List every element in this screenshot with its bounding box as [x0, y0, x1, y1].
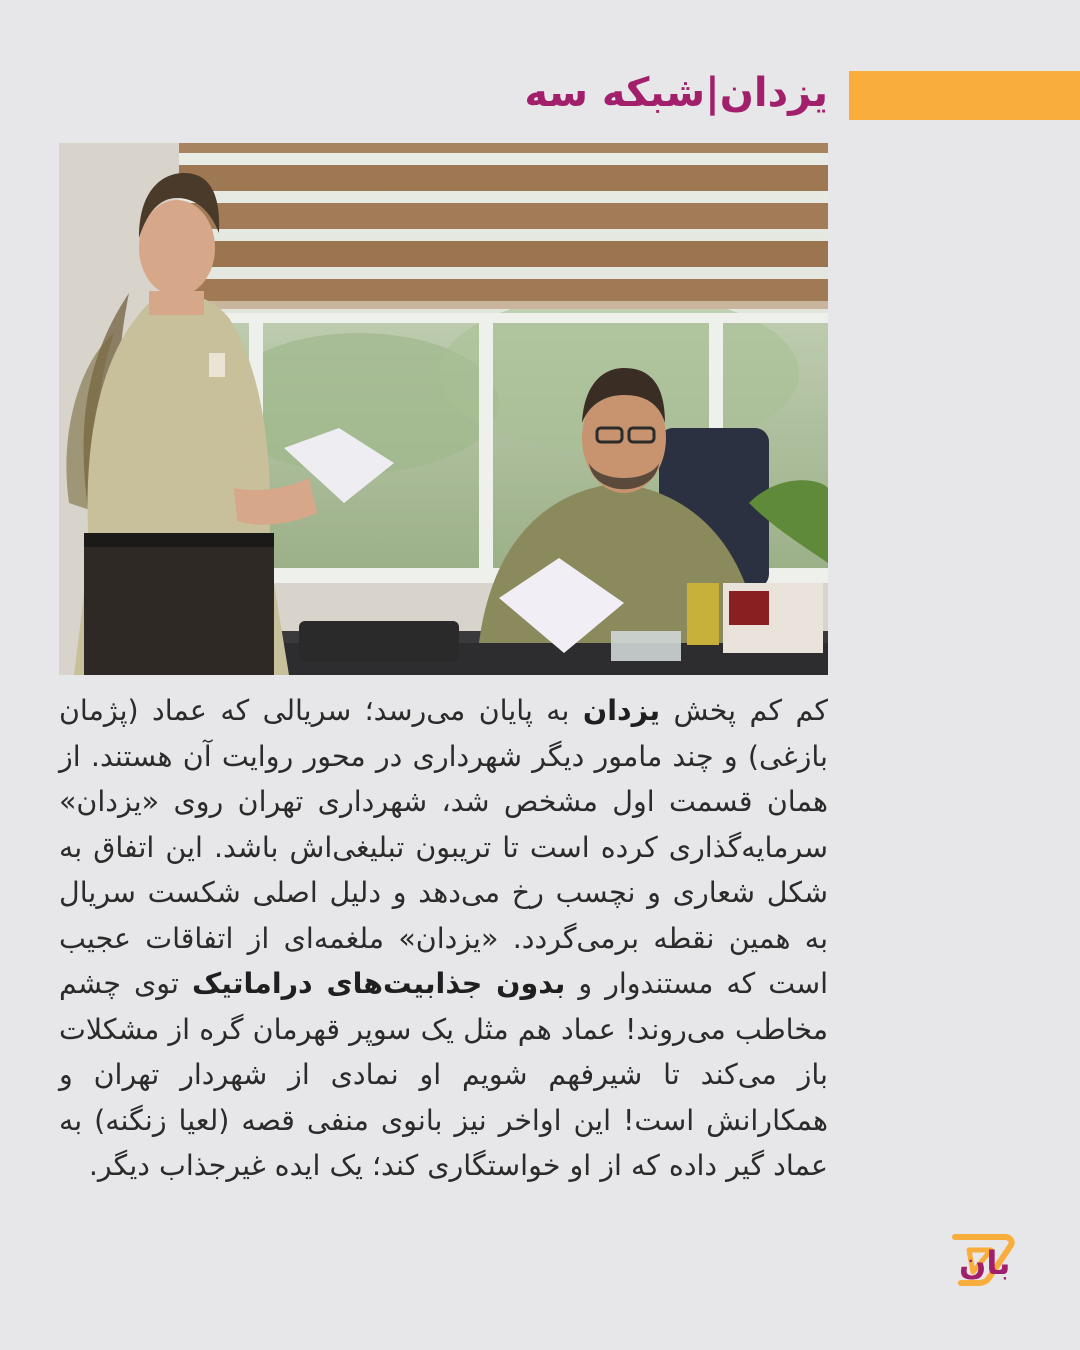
- article-bold-series-name: یزدان: [582, 694, 661, 727]
- article-photo: [59, 143, 828, 675]
- brand-logo: [893, 1228, 1017, 1292]
- logo-text: بان: [959, 1244, 1011, 1282]
- article-text-part-1: کم کم پخش: [660, 694, 828, 727]
- article-bold-phrase: بدون جذابیت‌های دراماتیک: [191, 967, 566, 1000]
- article-text-part-2: به پایان می‌رسد؛ سریالی که عماد (پژمان بازغی) و چند مامور دیگر شهرداری در محور روایت آن هستند. از همان قسمت اول مشخص شد، شهرداری تهران روی «یزدان» سرمایه‌گذاری کرده است تا تریبون تبلیغی‌اش باشد. این اتفاق به شکل شعاری و نچسب رخ می‌دهد و دلیل اصلی شکست سریال به همین نقطه برمی‌گردد. «یزدان» ملغمه‌ای از اتفاقات عجیب است که مستندوار و: [59, 694, 828, 1000]
- header-accent-bar: [849, 71, 1080, 120]
- article-body: [59, 688, 828, 1189]
- article-text-part-3: توی چشم مخاطب می‌روند! عماد هم مثل یک سوپر قهرمان گره از مشکلات باز می‌کند تا شیرفهم شویم او نمادی از شهردار تهران و همکارانش است! این اواخر نیز بانوی منفی قصه (لعیا زنگنه) به عماد گیر داده که از او خواستگاری کند؛ یک ایده غیرجذاب دیگر.: [59, 967, 828, 1182]
- page-title: یزدان|شبکه سه: [524, 70, 828, 116]
